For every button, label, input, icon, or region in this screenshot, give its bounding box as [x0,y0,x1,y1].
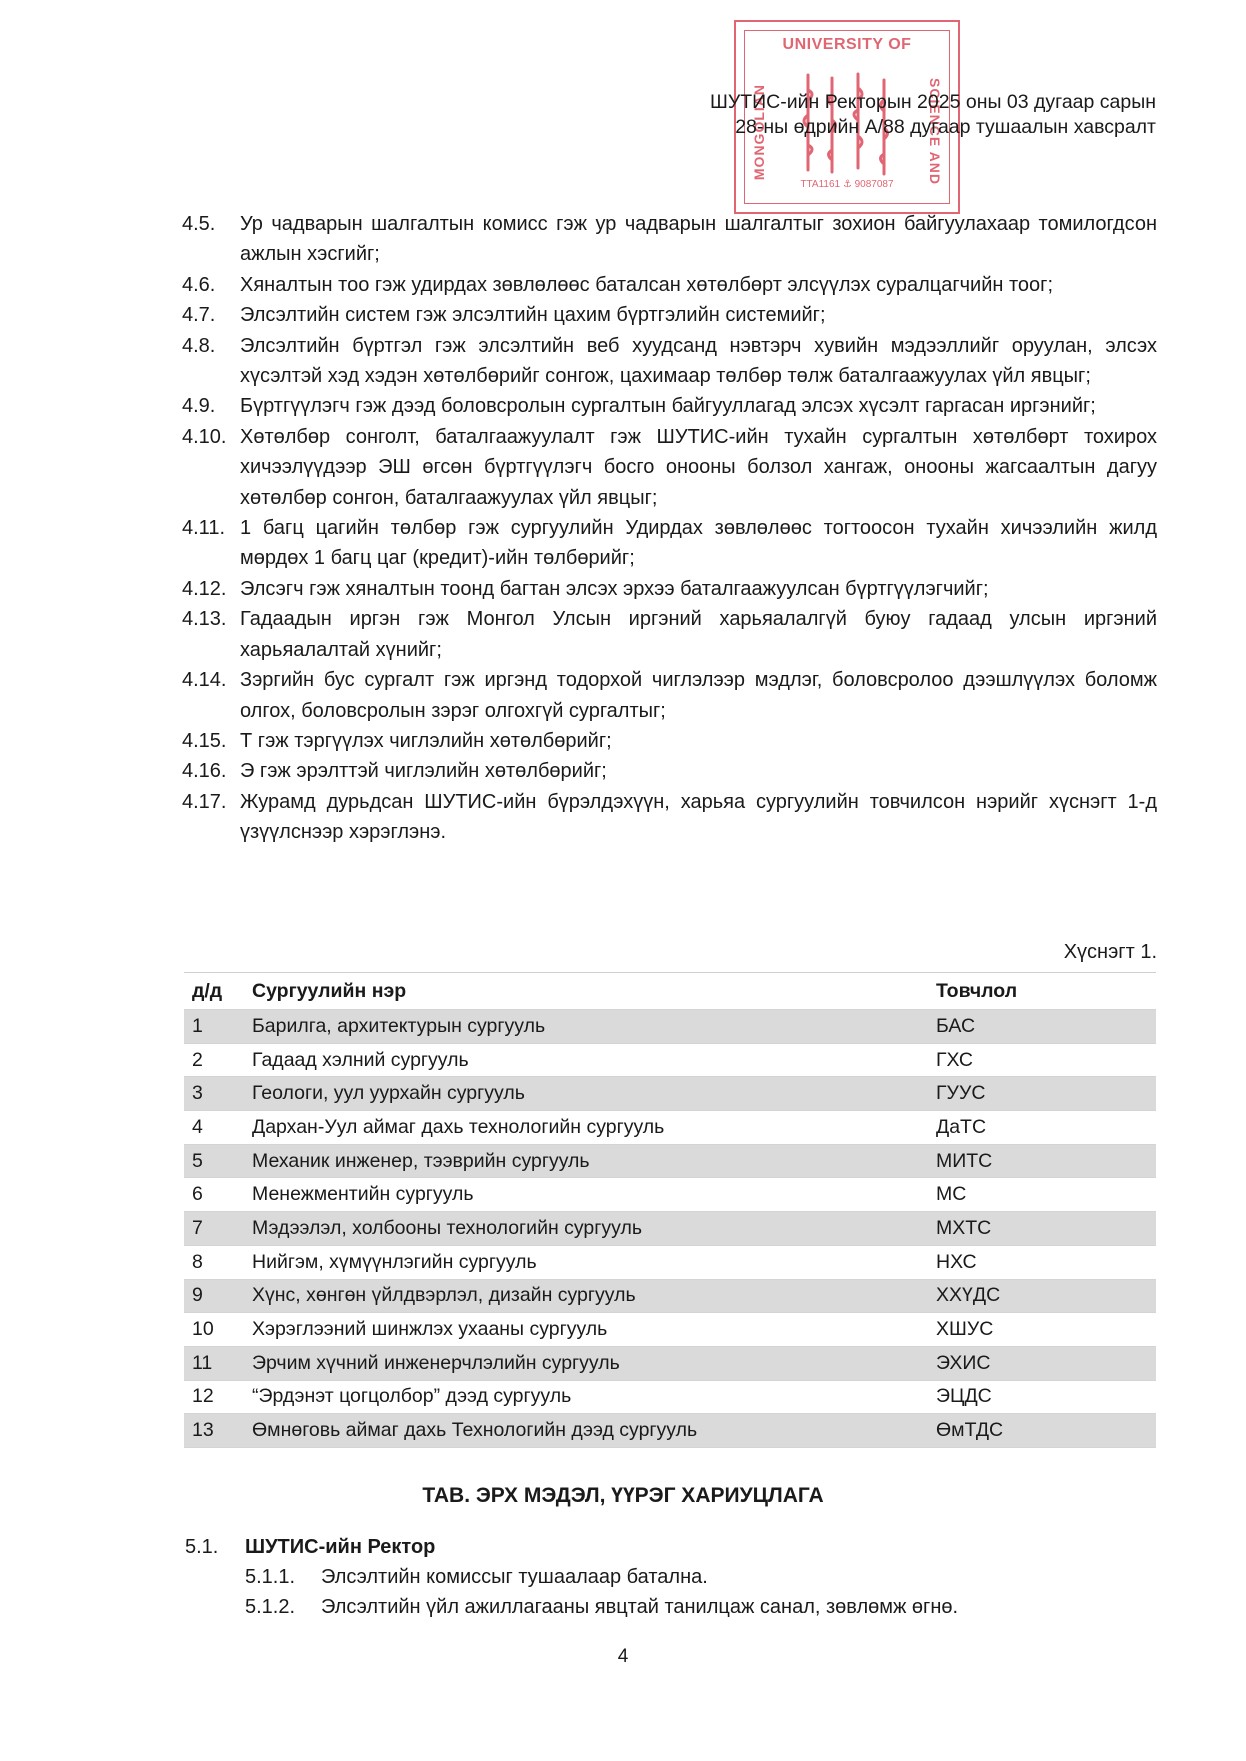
cell-number: 2 [184,1043,244,1077]
schools-table [184,972,1156,1448]
cell-number: 1 [184,1010,244,1044]
list-item [182,422,1157,513]
cell-number: 6 [184,1178,244,1212]
item-number: 4.15. [182,729,227,752]
cell-abbreviation: ДаТС [928,1111,1156,1145]
item-number: 4.9. [182,395,216,418]
table-row [184,1313,1156,1347]
item-number: 4.13. [182,608,227,631]
list-item [182,513,1157,574]
header-line-1: ШУТИС-ийн Ректорын 2025 оны 03 дугаар сарын [709,91,1156,113]
cell-abbreviation: МИТС [928,1144,1156,1178]
item-number: 4.10. [182,425,227,448]
item-number: 4.5. [182,213,216,235]
list-item [182,756,1157,786]
item-text: Зэргийн бус сургалт гэж иргэнд тодорхой чиглэлээр мэдлэг, боловсролоо дээшлүүлэх боломж олгох, боловсролын зэрэг олгохгүй сургалтыг; [240,669,1157,722]
item-text: Хөтөлбөр сонголт, баталгаажуулалт гэж ШУТИС-ийн тухайн сургалтын хөтөлбөрт тохирох хичээлүүдээр ЭШ өгсөн бүртгүүлэгч босго онооны болзол хангаж, онооны жагсаалтын дагуу хөтөлбөр сонгон, баталгаажуулах үйл явцыг; [240,425,1157,509]
cell-school-name: Өмнөговь аймаг дахь Технологийн дээд сургууль [244,1414,928,1448]
cell-number: 3 [184,1077,244,1111]
cell-school-name: Дархан-Уул аймаг дахь технологийн сургууль [244,1111,928,1145]
table-row [184,1111,1156,1145]
item-text: Элсэлтийн систем гэж элсэлтийн цахим бүртгэлийн системийг; [240,304,826,327]
cell-abbreviation: ЭЦДС [928,1380,1156,1414]
list-item [185,1562,1155,1592]
cell-abbreviation: МС [928,1178,1156,1212]
item-text: Э гэж эрэлттэй чиглэлийн хөтөлбөрийг; [240,760,607,783]
header-number: д/д [184,973,244,1010]
table-row [184,1178,1156,1212]
cell-abbreviation: ӨмТДС [928,1414,1156,1448]
cell-abbreviation: НХС [928,1245,1156,1279]
item-number: 4.17. [182,790,227,813]
section-5-content [185,1532,1155,1622]
item-text: Т гэж тэргүүлэх чиглэлийн хөтөлбөрийг; [240,729,612,752]
list-item [182,391,1157,421]
list-item [182,270,1157,300]
table-caption: Хүснэгт 1. [1063,941,1157,963]
subitem-number: 5.1.1. [245,1566,296,1588]
cell-abbreviation: БАС [928,1010,1156,1044]
table-row [184,1144,1156,1178]
header-school-name: Сургуулийн нэр [244,973,928,1010]
cell-abbreviation: ХХҮДС [928,1279,1156,1313]
header-line-2: 28-ны өдрийн А/88 дугаар тушаалын хавсралт [735,116,1156,138]
item-number: 4.8. [182,334,216,357]
cell-number: 8 [184,1245,244,1279]
item-number: 4.11. [182,517,225,540]
subitem-text: Элсэлтийн үйл ажиллагааны явцтай танилцаж санал, зөвлөмж өгнө. [321,1596,959,1618]
list-item [182,331,1157,392]
subitem-text: Элсэлтийн комиссыг тушаалаар батална. [321,1566,708,1588]
item-text: Бүртгүүлэгч гэж дээд боловсролын сургалтын байгууллагад элсэх хүсэлт гаргасан иргэнийг; [240,395,1096,418]
table-row [184,1414,1156,1448]
cell-school-name: Геологи, уул уурхайн сургууль [244,1077,928,1111]
item-number: 4.14. [182,669,227,692]
table-header-row [184,973,1156,1010]
cell-number: 5 [184,1144,244,1178]
table-row [184,1010,1156,1044]
cell-number: 13 [184,1414,244,1448]
section-item-number: 5.1. [185,1536,219,1558]
item-number: 4.7. [182,304,216,327]
cell-abbreviation: ХШУС [928,1313,1156,1347]
item-text: Элсэгч гэж хяналтын тоонд багтан элсэх эрхээ баталгаажуулсан бүртгүүлэгчийг; [240,577,989,600]
item-text: Журамд дурьдсан ШУТИС-ийн бүрэлдэхүүн, харьяа сургуулийн товчилсон нэрийг хүснэгт 1-д үзүүлснээр хэрэглэнэ. [240,790,1157,844]
section-item [185,1532,1155,1562]
cell-school-name: Мэдээлэл, холбооны технологийн сургууль [244,1212,928,1246]
section-title: ТАВ. ЭРХ МЭДЭЛ, ҮҮРЭГ ХАРИУЦЛАГА [422,1484,824,1507]
table-row [184,1279,1156,1313]
cell-abbreviation: МХТС [928,1212,1156,1246]
cell-abbreviation: ЭХИС [928,1346,1156,1380]
list-item [182,300,1157,330]
header-abbreviation: Товчлол [928,973,1156,1010]
item-number: 4.16. [182,760,227,783]
cell-school-name: Хэрэглээний шинжлэх ухааны сургууль [244,1313,928,1347]
table-row [184,1380,1156,1414]
document-header [536,90,1156,140]
stamp-top-text: UNIVERSITY OF [782,36,912,53]
cell-school-name: Нийгэм, хүмүүнлэгийн сургууль [244,1245,928,1279]
list-item [182,574,1157,604]
stamp-left-text: MONGOLIAN [751,84,767,181]
cell-number: 11 [184,1346,244,1380]
item-text: Элсэлтийн бүртгэл гэж элсэлтийн веб хуудсанд нэвтэрч хувийн мэдээллийг оруулан, элсэх хүсэлтэй хэд хэдэн хөтөлбөрийг сонгож, цахимаар төлбөр төлж баталгаажуулах үйл явцыг; [240,334,1157,388]
table-row [184,1212,1156,1246]
definitions-list [182,209,1157,848]
cell-number: 4 [184,1111,244,1145]
cell-school-name: Гадаад хэлний сургууль [244,1043,928,1077]
cell-school-name: Барилга, архитектурын сургууль [244,1010,928,1044]
subitem-number: 5.1.2. [245,1596,296,1618]
list-item [182,209,1157,270]
section-item-title: ШУТИС-ийн Ректор [245,1536,436,1558]
stamp-right-text: SCIENCE AND [927,78,943,185]
item-text: Ур чадварын шалгалтын комисс гэж ур чадварын шалгалтыг зохион байгуулахаар томилогдсон ажлын хэсгийг; [240,213,1157,266]
table-row [184,1346,1156,1380]
item-text: Гадаадын иргэн гэж Монгол Улсын иргэний харьяалалгүй буюу гадаад улсын иргэний харьяалалтай хүнийг; [240,608,1157,661]
item-text: Хяналтын тоо гэж удирдах зөвлөлөөс баталсан хөтөлбөрт элсүүлэх суралцагчийн тоог; [240,273,1054,296]
cell-school-name: Механик инженер, тээврийн сургууль [244,1144,928,1178]
item-number: 4.6. [182,273,216,296]
list-item [182,604,1157,665]
stamp-registration-text: TTA1161 ⚓ 9087087 [800,179,894,190]
cell-number: 9 [184,1279,244,1313]
cell-abbreviation: ГУУС [928,1077,1156,1111]
cell-abbreviation: ГХС [928,1043,1156,1077]
list-item [185,1592,1155,1622]
cell-number: 7 [184,1212,244,1246]
list-item [182,787,1157,848]
cell-school-name: Менежментийн сургууль [244,1178,928,1212]
cell-number: 10 [184,1313,244,1347]
table-row [184,1245,1156,1279]
cell-school-name: Хүнс, хөнгөн үйлдвэрлэл, дизайн сургууль [244,1279,928,1313]
page-number: 4 [617,1646,629,1667]
list-item [182,665,1157,726]
table-row [184,1077,1156,1111]
cell-school-name: “Эрдэнэт цогцолбор” дээд сургууль [244,1380,928,1414]
list-item [182,726,1157,756]
item-text: 1 багц цагийн төлбөр гэж сургуулийн Удирдах зөвлөлөөс тогтоосон тухайн хичээлийн жилд мөрдөх 1 багц цаг (кредит)-ийн төлбөрийг; [240,517,1157,570]
cell-school-name: Эрчим хүчний инженерчлэлийн сургууль [244,1346,928,1380]
table-row [184,1043,1156,1077]
cell-number: 12 [184,1380,244,1414]
item-number: 4.12. [182,577,227,600]
